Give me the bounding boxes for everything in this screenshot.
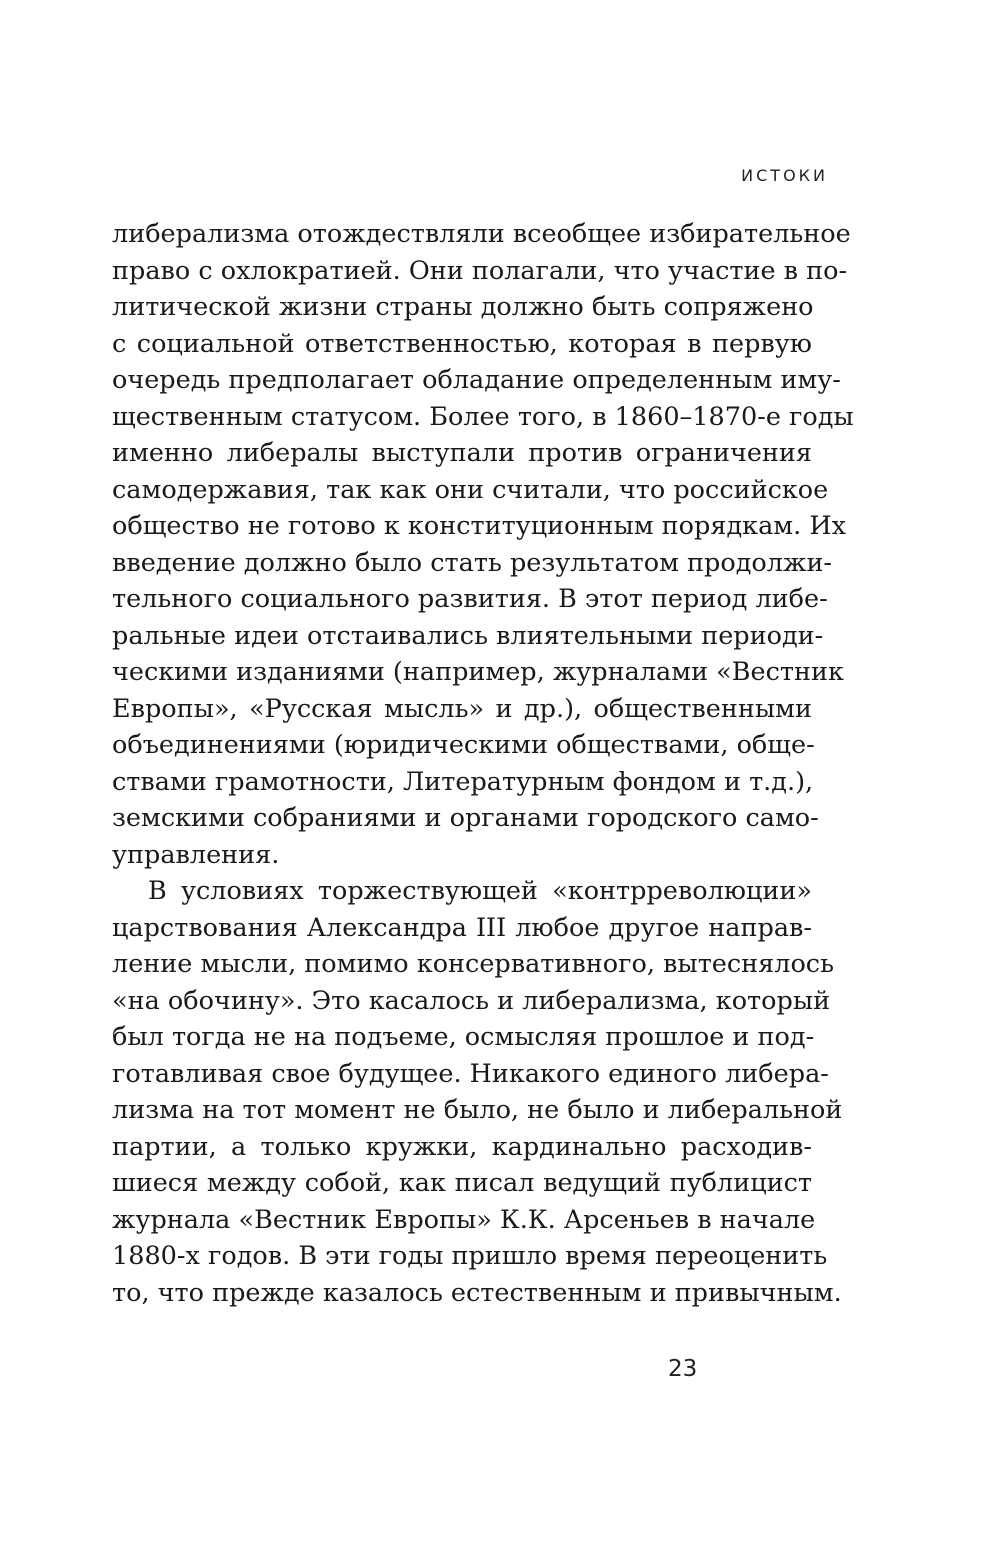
text-line: шиеся между собой, как писал ведущий публицист: [112, 1168, 812, 1198]
running-head: ИСТОКИ: [741, 166, 828, 185]
text-line: «на обочину». Это касалось и либерализма, который: [112, 985, 831, 1016]
text-line: общество не готово к конституционным порядкам. Их: [112, 511, 846, 541]
text-line: ление мысли, помимо консервативного, вытеснялось: [112, 949, 834, 979]
text-line: ствами грамотности, Литературным фондом и т.д.),: [112, 766, 814, 797]
text-line: именно либералы выступали против ограничения: [112, 438, 812, 468]
text-line: 1880-х годов. В эти годы пришло время переоценить: [112, 1241, 828, 1271]
text-line: ческими изданиями (например, журналами «Вестник: [112, 657, 844, 687]
text-line: управления.: [112, 839, 280, 870]
text-line: литической жизни страны должно быть сопряжено: [112, 292, 814, 322]
text-line: с социальной ответственностью, которая в первую: [112, 328, 812, 359]
text-line: объединениями (юридическими обществами, обще-: [112, 730, 815, 760]
text-line: то, что прежде казалось естественным и привычным.: [112, 1277, 842, 1308]
page-number: 23: [668, 1356, 698, 1382]
text-line: право с охлократией. Они полагали, что участие в по-: [112, 255, 848, 286]
text-line: царствования Александра III любое другое направ-: [112, 912, 812, 943]
text-line: лизма на тот момент не было, не было и либеральной: [112, 1095, 843, 1125]
text-line: В условиях торжествующей «контрреволюции»: [148, 876, 812, 906]
paragraph-2: [112, 873, 843, 1311]
text-line: очередь предполагает обладание определенным иму-: [112, 365, 841, 395]
text-line: тельного социального развития. В этот период либе-: [112, 584, 828, 614]
text-line: журнала «Вестник Европы» К.К. Арсеньев в начале: [112, 1204, 816, 1235]
paragraph-1: [112, 216, 854, 873]
text-line: партии, а только кружки, кардинально расходив-: [112, 1131, 812, 1162]
text-line: был тогда не на подъеме, осмысляя прошлое и под-: [112, 1022, 815, 1052]
text-line: самодержавия, так как они считали, что российское: [112, 474, 829, 505]
text-line: ральные идеи отстаивались влиятельными периоди-: [112, 620, 824, 651]
text-line: земскими собраниями и органами городского само-: [112, 803, 819, 833]
text-line: либерализма отождествляли всеобщее избирательное: [112, 219, 851, 249]
text-line: Европы», «Русская мысль» и др.), общественными: [112, 693, 812, 724]
body-text: [112, 216, 854, 1311]
text-line: щественным статусом. Более того, в 1860–1870-е годы: [112, 401, 854, 432]
text-line: готавливая свое будущее. Никакого единого либера-: [112, 1058, 829, 1089]
text-line: введение должно было стать результатом продолжи-: [112, 547, 833, 578]
